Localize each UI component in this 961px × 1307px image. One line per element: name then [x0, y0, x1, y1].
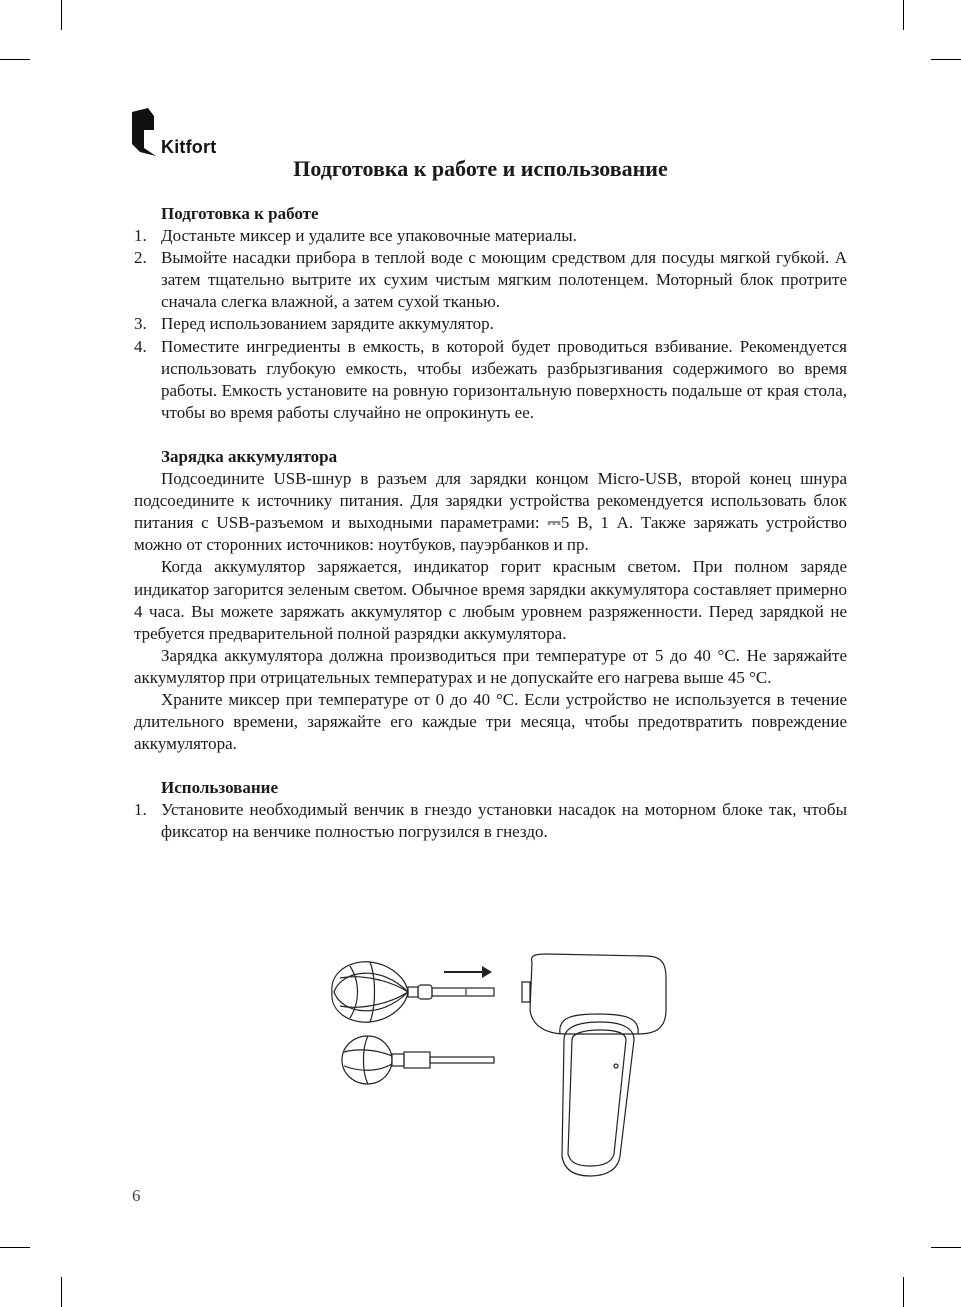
- usage-list: [134, 799, 847, 843]
- list-item: [134, 799, 847, 843]
- paragraph: Подсоедините USB-шнур в разъем для зарядки концом Micro-USB, второй конец шнура подсоедините к источнику питания. Для зарядки устройства рекомендуется использовать блок питания с USB-разъемом и выходными параметрами: ⎓5 В, 1 А. Также заряжать устройство можно от сторонних источников: ноутбуков, пауэрбанков и пр.: [134, 469, 847, 555]
- crop-mark: [931, 59, 961, 60]
- section-heading-usage: Использование: [161, 778, 278, 798]
- paragraph: Храните миксер при температуре от 0 до 40 °С. Если устройство не используется в течение длительного времени, заряжайте его каждые три месяца, чтобы предотвратить повреждение аккумулятора.: [134, 689, 847, 754]
- crop-mark: [61, 1277, 62, 1307]
- list-item: [134, 336, 847, 424]
- section-heading-preparation: Подготовка к работе: [161, 204, 319, 223]
- item-number: 4.: [134, 336, 147, 356]
- item-number: 1.: [134, 800, 147, 820]
- crop-mark: [903, 1277, 904, 1307]
- list-item: [134, 247, 847, 313]
- paragraph: Когда аккумулятор заряжается, индикатор горит красным светом. При полном заряде индикатор загорится зеленым светом. Обычное время зарядки аккумулятора составляет примерно 4 часа. Вы можете заряжать аккумулятор с любым уровнем разряженности. Перед зарядкой не требуется предварительной полной разрядки аккумулятора.: [134, 557, 847, 643]
- preparation-list: [134, 225, 847, 424]
- crop-mark: [61, 0, 62, 30]
- list-item: [134, 313, 847, 335]
- brand-name: Kitfort: [161, 137, 217, 157]
- item-text: Вымойте насадки прибора в теплой воде с моющим средством для посуды мягкой губкой. А затем тщательно вытрите их сухим чистым мягким полотенцем. Моторный блок протрите сначала слегка влажной, а затем сухой тканью.: [161, 248, 847, 312]
- item-text: Поместите ингредиенты в емкость, в которой будет проводиться взбивание. Рекомендуется использовать глубокую емкость, чтобы избежать разбрызгивания содержимого во время работы. Емкость установите на ровную горизонтальную поверхность подальше от края стола, чтобы во время работы случайно не опрокинуть ее.: [161, 336, 847, 422]
- item-number: 1.: [134, 226, 147, 246]
- insert-arrow-icon: [444, 966, 492, 978]
- page-title: Подготовка к работе и использование: [293, 156, 668, 181]
- crop-mark: [0, 1247, 30, 1248]
- kneading-whisk-icon: [342, 1036, 494, 1084]
- paragraph: Зарядка аккумулятора должна производиться при температуре от 5 до 40 °С. Не заряжайте аккумулятор при отрицательных температурах и не допускайте его нагрева выше 45 °С.: [134, 645, 847, 687]
- item-text: Достаньте миксер и удалите все упаковочные материалы.: [161, 226, 577, 246]
- crop-mark: [0, 59, 30, 60]
- page-number: 6: [132, 1186, 141, 1205]
- list-item: [134, 225, 847, 247]
- whisk-insertion-illustration: [320, 948, 670, 1180]
- item-number: 3.: [134, 314, 147, 334]
- crop-mark: [903, 0, 904, 30]
- crop-mark: [931, 1247, 961, 1248]
- item-text: Перед использованием зарядите аккумулятор.: [161, 314, 494, 334]
- document-body: [134, 203, 847, 844]
- item-text: Установите необходимый венчик в гнездо установки насадок на моторном блоке так, чтобы фиксатор на венчике полностью погрузился в гнездо.: [161, 800, 847, 842]
- mixer-motor-unit-icon: [522, 954, 666, 1176]
- balloon-whisk-icon: [332, 962, 494, 1022]
- item-number: 2.: [134, 248, 147, 268]
- section-heading-charging: Зарядка аккумулятора: [161, 446, 338, 466]
